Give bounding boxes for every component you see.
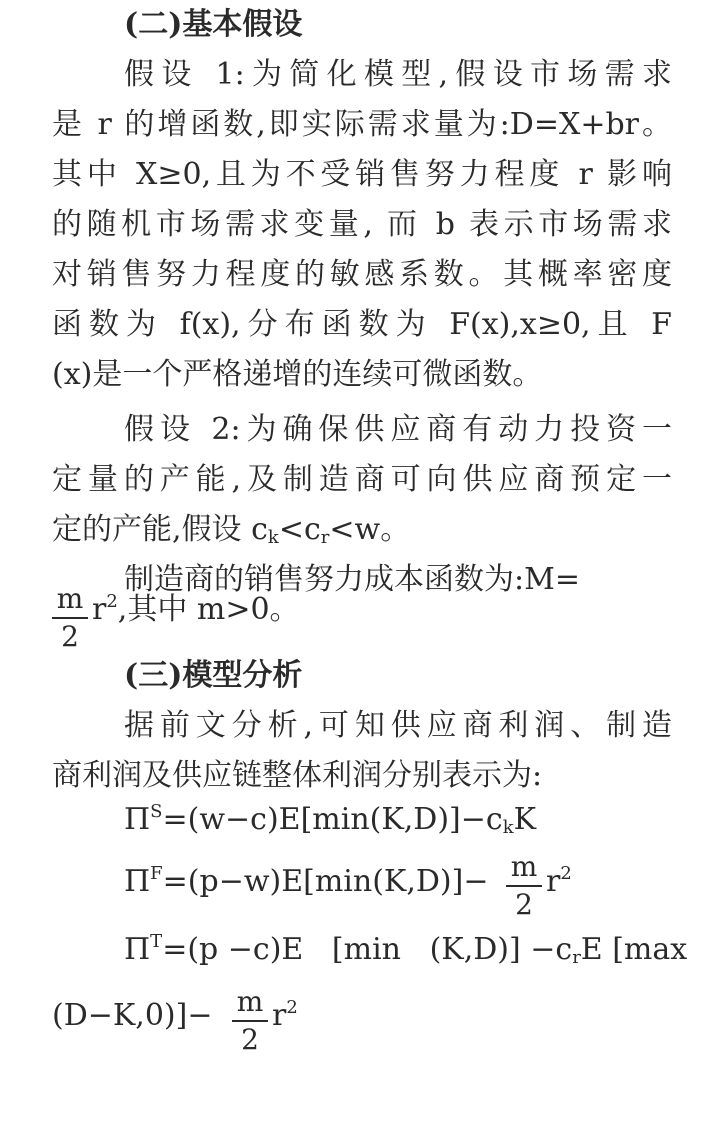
assumption-1-line-1: 假设 1:为简化模型,假设市场需求 [124, 57, 672, 92]
assumption-1-line-6: 函数为 f(x),分布函数为 F(x),x≥0,且 F [52, 307, 672, 342]
cost-function-line-2: $r^2$,其中 m>0。 [92, 591, 300, 627]
fraction-m-over-2-eq2: m 2 [506, 850, 542, 922]
assumption-1-line-5: 对销售努力程度的敏感系数。其概率密度 [52, 257, 672, 292]
chain-profit-equation-line-2: (D−K,0)]− [52, 998, 213, 1033]
manufacturer-profit-tail: $r^2$ [546, 863, 572, 899]
assumption-1-line-2: 是 r 的增函数,即实际需求量为:D=X+br。 [52, 107, 672, 142]
section-heading-analysis: (三)模型分析 [124, 658, 303, 693]
chain-profit-tail: $r^2$ [272, 997, 298, 1033]
fraction-numerator: m [56, 582, 84, 615]
analysis-line-2: 商利润及供应链整体利润分别表示为: [52, 758, 543, 793]
assumption-2-line-2: 定量的产能,及制造商可向供应商预定一 [52, 462, 672, 497]
fraction-m-over-2-eq3: m 2 [232, 985, 268, 1057]
fraction-denominator: 2 [61, 620, 79, 653]
assumption-1-line-3: 其中 X≥0,且为不受销售努力程度 r 影响 [52, 157, 672, 192]
assumption-2-line-1: 假设 2:为确保供应商有动力投资一 [124, 412, 672, 447]
fraction-m-over-2 [52, 582, 88, 654]
assumption-1-line-7: (x)是一个严格递增的连续可微函数。 [52, 357, 543, 392]
chain-profit-equation-line-1: $\Pi^T=(p -c)E$ [min $(K,D)] -c_rE$ [max [124, 931, 688, 968]
section-heading-assumptions: (二)基本假设 [124, 7, 303, 42]
cost-function-line-1: 制造商的销售努力成本函数为:M= [124, 562, 580, 597]
fraction-bar [52, 617, 88, 619]
manufacturer-profit-equation: $\Pi^F=(p-w)E[\min(K,D)]-$ [124, 863, 489, 899]
supplier-profit-equation: $\Pi^S=(w-c)E[\min(K,D)]-c_kK$ [124, 801, 537, 838]
assumption-1-line-4: 的随机市场需求变量, 而 b 表示市场需求 [52, 207, 672, 242]
cost-inequality: $c_k<c_r<w$。 [251, 512, 411, 548]
analysis-line-1: 据前文分析,可知供应商利润、制造 [124, 708, 672, 743]
assumption-2-line-3: 定的产能,假设 $c_k<c_r<w$。 [52, 512, 411, 548]
